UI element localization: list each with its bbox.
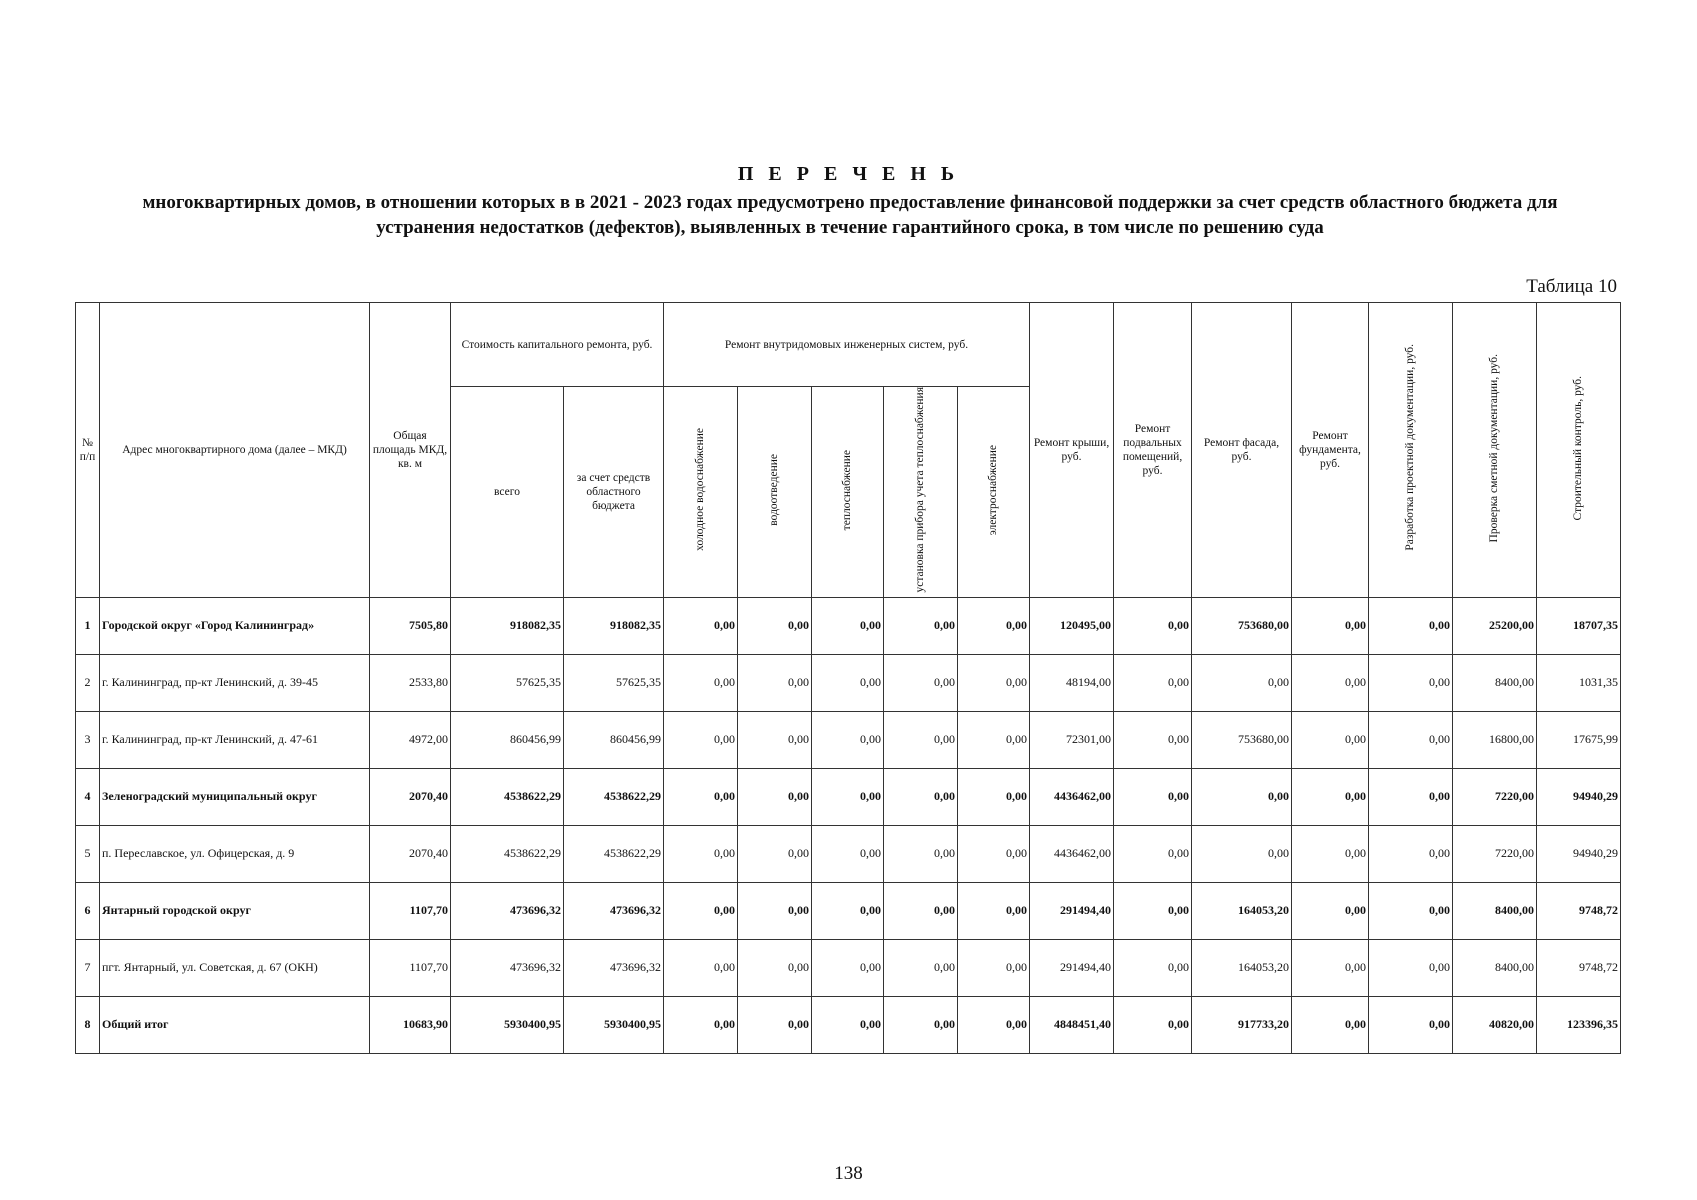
table-row (76, 939, 1621, 996)
cold-water-cell: 0,00 (664, 597, 738, 654)
heating-cell: 0,00 (812, 654, 884, 711)
heating-cell: 0,00 (812, 882, 884, 939)
area-cell: 2533,80 (370, 654, 451, 711)
heating-cell: 0,00 (812, 996, 884, 1053)
roof-cell: 120495,00 (1030, 597, 1114, 654)
table-row (76, 711, 1621, 768)
facade-cell: 753680,00 (1192, 711, 1292, 768)
header-facade: Ремонт фасада, руб. (1192, 303, 1292, 598)
header-estimate-check: Проверка сметной документации, руб. (1453, 303, 1537, 598)
page-number: 138 (834, 1163, 863, 1184)
electric-cell: 0,00 (958, 768, 1030, 825)
table-row (76, 654, 1621, 711)
electric-cell: 0,00 (958, 597, 1030, 654)
basement-cell: 0,00 (1114, 939, 1192, 996)
construction-control-cell: 18707,35 (1537, 597, 1621, 654)
basement-cell: 0,00 (1114, 654, 1192, 711)
roof-cell: 291494,40 (1030, 882, 1114, 939)
header-foundation: Ремонт фундамента, руб. (1292, 303, 1369, 598)
construction-control-cell: 94940,29 (1537, 825, 1621, 882)
construction-control-cell: 17675,99 (1537, 711, 1621, 768)
cost-regional-cell: 473696,32 (564, 939, 664, 996)
header-design-docs: Разработка проектной документации, руб. (1369, 303, 1453, 598)
cold-water-cell: 0,00 (664, 825, 738, 882)
cost-regional-cell: 860456,99 (564, 711, 664, 768)
facade-cell: 0,00 (1192, 825, 1292, 882)
table-row (76, 996, 1621, 1053)
electric-cell: 0,00 (958, 996, 1030, 1053)
drainage-cell: 0,00 (738, 597, 812, 654)
estimate-check-cell: 8400,00 (1453, 654, 1537, 711)
construction-control-cell: 9748,72 (1537, 939, 1621, 996)
header-address: Адрес многоквартирного дома (далее – МКД) (100, 303, 370, 598)
cold-water-cell: 0,00 (664, 711, 738, 768)
area-cell: 1107,70 (370, 882, 451, 939)
table-body (76, 597, 1621, 1053)
address-cell: пгт. Янтарный, ул. Советская, д. 67 (ОКН) (100, 939, 370, 996)
meter-cell: 0,00 (884, 654, 958, 711)
heating-cell: 0,00 (812, 768, 884, 825)
cold-water-cell: 0,00 (664, 882, 738, 939)
header-construction-control: Строительный контроль, руб. (1537, 303, 1621, 598)
cold-water-cell: 0,00 (664, 996, 738, 1053)
facade-cell: 164053,20 (1192, 939, 1292, 996)
cost-total-cell: 473696,32 (451, 882, 564, 939)
data-table (75, 302, 1621, 1054)
construction-control-cell: 94940,29 (1537, 768, 1621, 825)
area-cell: 7505,80 (370, 597, 451, 654)
header-cost-regional: за счет средств областного бюджета (564, 387, 664, 598)
facade-cell: 0,00 (1192, 768, 1292, 825)
heating-cell: 0,00 (812, 711, 884, 768)
address-cell: Общий итог (100, 996, 370, 1053)
header-eng-heating: теплоснабжение (812, 387, 884, 598)
drainage-cell: 0,00 (738, 996, 812, 1053)
table-row (76, 882, 1621, 939)
basement-cell: 0,00 (1114, 882, 1192, 939)
meter-cell: 0,00 (884, 996, 958, 1053)
header-basement: Ремонт подвальных помещений, руб. (1114, 303, 1192, 598)
cold-water-cell: 0,00 (664, 768, 738, 825)
cold-water-cell: 0,00 (664, 654, 738, 711)
roof-cell: 291494,40 (1030, 939, 1114, 996)
foundation-cell: 0,00 (1292, 882, 1369, 939)
electric-cell: 0,00 (958, 939, 1030, 996)
meter-cell: 0,00 (884, 768, 958, 825)
meter-cell: 0,00 (884, 882, 958, 939)
estimate-check-cell: 8400,00 (1453, 882, 1537, 939)
basement-cell: 0,00 (1114, 597, 1192, 654)
roof-cell: 4436462,00 (1030, 825, 1114, 882)
meter-cell: 0,00 (884, 939, 958, 996)
cost-regional-cell: 4538622,29 (564, 768, 664, 825)
heating-cell: 0,00 (812, 939, 884, 996)
electric-cell: 0,00 (958, 882, 1030, 939)
address-cell: г. Калининград, пр-кт Ленинский, д. 47-61 (100, 711, 370, 768)
address-cell: п. Переславское, ул. Офицерская, д. 9 (100, 825, 370, 882)
facade-cell: 917733,20 (1192, 996, 1292, 1053)
cold-water-cell: 0,00 (664, 939, 738, 996)
cost-regional-cell: 5930400,95 (564, 996, 664, 1053)
design-docs-cell: 0,00 (1369, 996, 1453, 1053)
header-num: № п/п (76, 303, 100, 598)
foundation-cell: 0,00 (1292, 654, 1369, 711)
drainage-cell: 0,00 (738, 882, 812, 939)
cost-total-cell: 918082,35 (451, 597, 564, 654)
cost-regional-cell: 4538622,29 (564, 825, 664, 882)
meter-cell: 0,00 (884, 597, 958, 654)
estimate-check-cell: 8400,00 (1453, 939, 1537, 996)
design-docs-cell: 0,00 (1369, 825, 1453, 882)
area-cell: 4972,00 (370, 711, 451, 768)
cost-total-cell: 860456,99 (451, 711, 564, 768)
foundation-cell: 0,00 (1292, 711, 1369, 768)
facade-cell: 0,00 (1192, 654, 1292, 711)
table-row (76, 597, 1621, 654)
address-cell: Зеленоградский муниципальный округ (100, 768, 370, 825)
foundation-cell: 0,00 (1292, 939, 1369, 996)
cost-total-cell: 4538622,29 (451, 768, 564, 825)
basement-cell: 0,00 (1114, 825, 1192, 882)
header-area: Общая площадь МКД, кв. м (370, 303, 451, 598)
design-docs-cell: 0,00 (1369, 654, 1453, 711)
roof-cell: 48194,00 (1030, 654, 1114, 711)
area-cell: 1107,70 (370, 939, 451, 996)
basement-cell: 0,00 (1114, 711, 1192, 768)
basement-cell: 0,00 (1114, 768, 1192, 825)
electric-cell: 0,00 (958, 654, 1030, 711)
table-header (76, 303, 1621, 598)
cost-total-cell: 4538622,29 (451, 825, 564, 882)
document-title: П Е Р Е Ч Е Н Ь (737, 163, 960, 185)
row-number: 4 (76, 768, 100, 825)
estimate-check-cell: 7220,00 (1453, 825, 1537, 882)
row-number: 1 (76, 597, 100, 654)
roof-cell: 72301,00 (1030, 711, 1114, 768)
construction-control-cell: 9748,72 (1537, 882, 1621, 939)
area-cell: 2070,40 (370, 825, 451, 882)
header-cost-total: всего (451, 387, 564, 598)
design-docs-cell: 0,00 (1369, 597, 1453, 654)
cost-regional-cell: 918082,35 (564, 597, 664, 654)
estimate-check-cell: 40820,00 (1453, 996, 1537, 1053)
drainage-cell: 0,00 (738, 825, 812, 882)
roof-cell: 4848451,40 (1030, 996, 1114, 1053)
heating-cell: 0,00 (812, 825, 884, 882)
row-number: 5 (76, 825, 100, 882)
cost-regional-cell: 473696,32 (564, 882, 664, 939)
foundation-cell: 0,00 (1292, 768, 1369, 825)
drainage-cell: 0,00 (738, 939, 812, 996)
table-label: Таблица 10 (1526, 276, 1617, 297)
header-eng-meter: установка прибора учета теплоснабжения (884, 387, 958, 598)
electric-cell: 0,00 (958, 825, 1030, 882)
area-cell: 10683,90 (370, 996, 451, 1053)
roof-cell: 4436462,00 (1030, 768, 1114, 825)
estimate-check-cell: 25200,00 (1453, 597, 1537, 654)
header-eng-cold-water: холодное водоснабжение (664, 387, 738, 598)
facade-cell: 753680,00 (1192, 597, 1292, 654)
meter-cell: 0,00 (884, 711, 958, 768)
table-row (76, 825, 1621, 882)
address-cell: Городской округ «Город Калининград» (100, 597, 370, 654)
foundation-cell: 0,00 (1292, 825, 1369, 882)
design-docs-cell: 0,00 (1369, 939, 1453, 996)
area-cell: 2070,40 (370, 768, 451, 825)
table-row (76, 768, 1621, 825)
design-docs-cell: 0,00 (1369, 768, 1453, 825)
header-cost-group: Стоимость капитального ремонта, руб. (451, 303, 664, 387)
electric-cell: 0,00 (958, 711, 1030, 768)
header-eng-electric: электроснабжение (958, 387, 1030, 598)
cost-total-cell: 5930400,95 (451, 996, 564, 1053)
address-cell: Янтарный городской округ (100, 882, 370, 939)
facade-cell: 164053,20 (1192, 882, 1292, 939)
header-eng-group: Ремонт внутридомовых инженерных систем, руб. (664, 303, 1030, 387)
header-eng-drainage: водоотведение (738, 387, 812, 598)
basement-cell: 0,00 (1114, 996, 1192, 1053)
drainage-cell: 0,00 (738, 711, 812, 768)
estimate-check-cell: 16800,00 (1453, 711, 1537, 768)
cost-total-cell: 57625,35 (451, 654, 564, 711)
row-number: 3 (76, 711, 100, 768)
address-cell: г. Калининград, пр-кт Ленинский, д. 39-45 (100, 654, 370, 711)
document-subtitle: многоквартирных домов, в отношении которых в в 2021 - 2023 годах предусмотрено предоставление финансовой поддержки за счет средств областного бюджета для устранения недостатков (дефектов), выявленных в течение гарантийного срока, в том числе по решению суда (142, 192, 1558, 238)
design-docs-cell: 0,00 (1369, 711, 1453, 768)
row-number: 2 (76, 654, 100, 711)
cost-total-cell: 473696,32 (451, 939, 564, 996)
cost-regional-cell: 57625,35 (564, 654, 664, 711)
drainage-cell: 0,00 (738, 768, 812, 825)
heating-cell: 0,00 (812, 597, 884, 654)
foundation-cell: 0,00 (1292, 597, 1369, 654)
row-number: 7 (76, 939, 100, 996)
estimate-check-cell: 7220,00 (1453, 768, 1537, 825)
design-docs-cell: 0,00 (1369, 882, 1453, 939)
drainage-cell: 0,00 (738, 654, 812, 711)
foundation-cell: 0,00 (1292, 996, 1369, 1053)
row-number: 8 (76, 996, 100, 1053)
construction-control-cell: 123396,35 (1537, 996, 1621, 1053)
meter-cell: 0,00 (884, 825, 958, 882)
row-number: 6 (76, 882, 100, 939)
construction-control-cell: 1031,35 (1537, 654, 1621, 711)
header-roof: Ремонт крыши, руб. (1030, 303, 1114, 598)
